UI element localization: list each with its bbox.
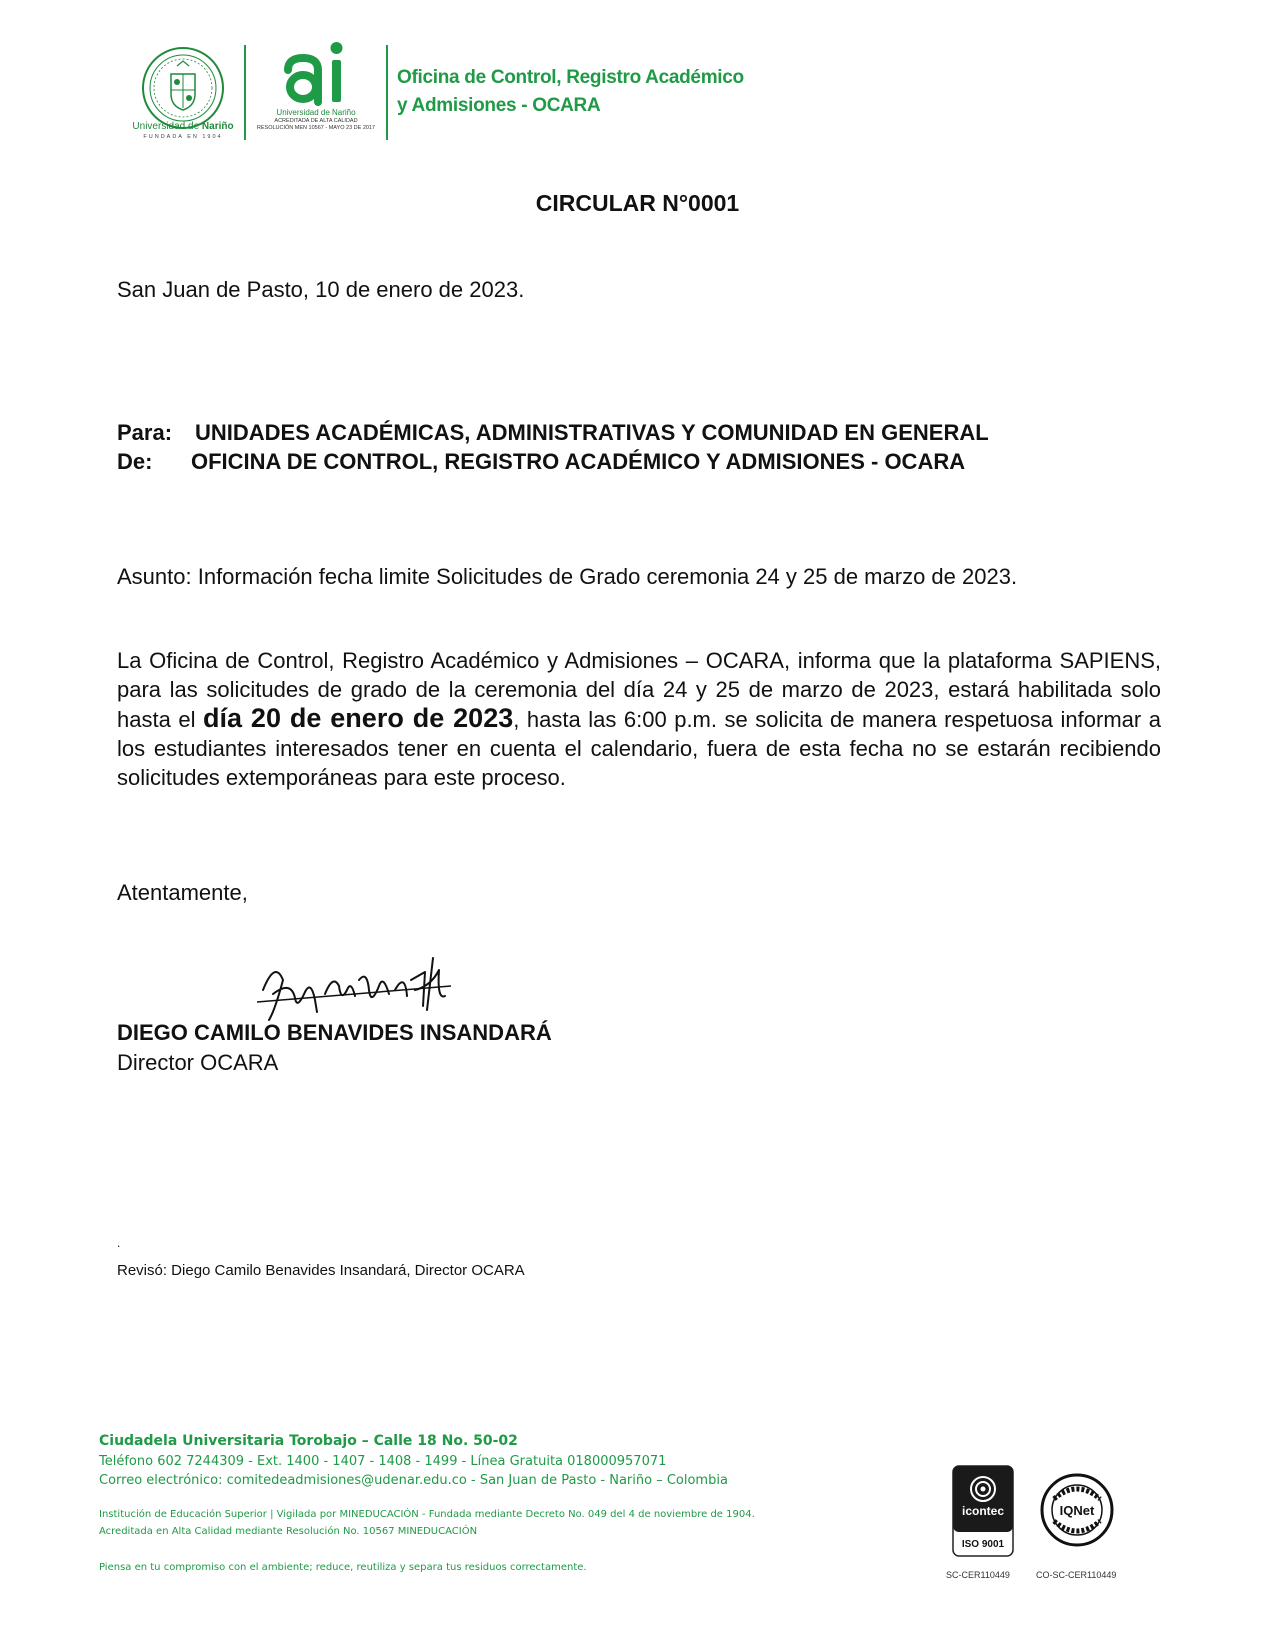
office-title-line-2: y Admisiones - OCARA bbox=[397, 95, 601, 116]
icontec-label: icontec bbox=[961, 1504, 1005, 1518]
sender-value: OFICINA DE CONTROL, REGISTRO ACADÉMICO Y ADMISIONES - OCARA bbox=[191, 449, 966, 474]
footer-accreditation: Acreditada en Alta Calidad mediante Resolución No. 10567 MINEDUCACIÓN bbox=[99, 1526, 478, 1537]
recipient-value: UNIDADES ACADÉMICAS, ADMINISTRATIVAS Y COMUNIDAD EN GENERAL bbox=[195, 420, 989, 445]
university-seal-logo bbox=[141, 46, 225, 130]
closing-salutation: Atentamente, bbox=[117, 880, 248, 905]
office-title-line-1: Oficina de Control, Registro Académico bbox=[397, 67, 744, 88]
office-title bbox=[397, 64, 744, 120]
icontec-cert-code: SC-CER110449 bbox=[946, 1570, 1010, 1580]
iqnet-label: IQNet bbox=[1059, 1503, 1095, 1518]
iqnet-certification-logo bbox=[1040, 1473, 1114, 1547]
iqnet-cert-code: CO-SC-CER110449 bbox=[1036, 1570, 1117, 1580]
header-divider bbox=[386, 45, 388, 140]
ai-caption bbox=[252, 108, 380, 132]
footer-environment-note: Piensa en tu compromiso con el ambiente; reduce, reutiliza y separa tus residuos correctamente. bbox=[99, 1562, 587, 1573]
body-text-before: La Oficina de Control, Registro Académico y Admisiones – OCARA, informa que la plataforma SAPIENS, para las solicitudes de grado de la ceremonia del día 24 y 25 de marzo de 2023, estará habilitada solo hasta el bbox=[117, 648, 1161, 732]
recipient-label: Para: bbox=[117, 420, 173, 445]
review-note: Revisó: Diego Camilo Benavides Insandará, Director OCARA bbox=[117, 1262, 525, 1279]
footer-institution: Institución de Educación Superior | Vigilada por MINEDUCACIÓN - Fundada mediante Decreto No. 049 del 4 de noviembre de 1904. bbox=[99, 1509, 755, 1520]
ai-university-name: Universidad de Nariño bbox=[276, 108, 356, 117]
signer-role: Director OCARA bbox=[117, 1050, 279, 1075]
header-divider bbox=[244, 45, 246, 140]
review-marker: . bbox=[117, 1236, 121, 1250]
seal-founded: FUNDADA EN 1904 bbox=[143, 134, 223, 140]
circular-title: CIRCULAR N°0001 bbox=[535, 190, 740, 216]
iso-label: ISO 9001 bbox=[961, 1539, 1005, 1550]
ai-accreditation-logo bbox=[276, 40, 360, 108]
footer-phone: Teléfono 602 7244309 - Ext. 1400 - 1407 - 1408 - 1499 - Línea Gratuita 018000957071 bbox=[99, 1454, 667, 1469]
sender-line bbox=[117, 449, 965, 475]
sender-label: De: bbox=[117, 449, 153, 474]
recipient-line bbox=[117, 420, 989, 446]
footer-email: Correo electrónico: comitedeadmisiones@udenar.edu.co - San Juan de Pasto - Nariño – Colombia bbox=[99, 1473, 728, 1488]
body-paragraph bbox=[117, 646, 1161, 792]
signer-name: DIEGO CAMILO BENAVIDES INSANDARÁ bbox=[117, 1020, 552, 1045]
icontec-certification-logo bbox=[952, 1465, 1014, 1557]
subject-line: Asunto: Información fecha limite Solicitudes de Grado ceremonia 24 y 25 de marzo de 2023. bbox=[117, 564, 1018, 589]
body-text-after: , hasta las 6:00 p.m. se solicita de manera respetuosa informar a los estudiantes interesados tener en cuenta el calendario, fuera de esta fecha no se estarán recibiendo solicitudes extemporáneas para este proceso. bbox=[117, 707, 1161, 790]
circular-date: San Juan de Pasto, 10 de enero de 2023. bbox=[117, 277, 525, 302]
ai-accreditation-line-2: RESOLUCIÓN MEN 10567 - MAYO 23 DE 2017 bbox=[256, 125, 376, 131]
ai-accreditation-line-1: ACREDITADA DE ALTA CALIDAD bbox=[274, 118, 358, 124]
seal-university-name: Universidad de Nariño bbox=[132, 121, 234, 132]
footer-address: Ciudadela Universitaria Torobajo – Calle 18 No. 50-02 bbox=[99, 1433, 518, 1449]
seal-caption bbox=[122, 121, 244, 142]
deadline-highlight: día 20 de enero de 2023 bbox=[203, 703, 514, 733]
